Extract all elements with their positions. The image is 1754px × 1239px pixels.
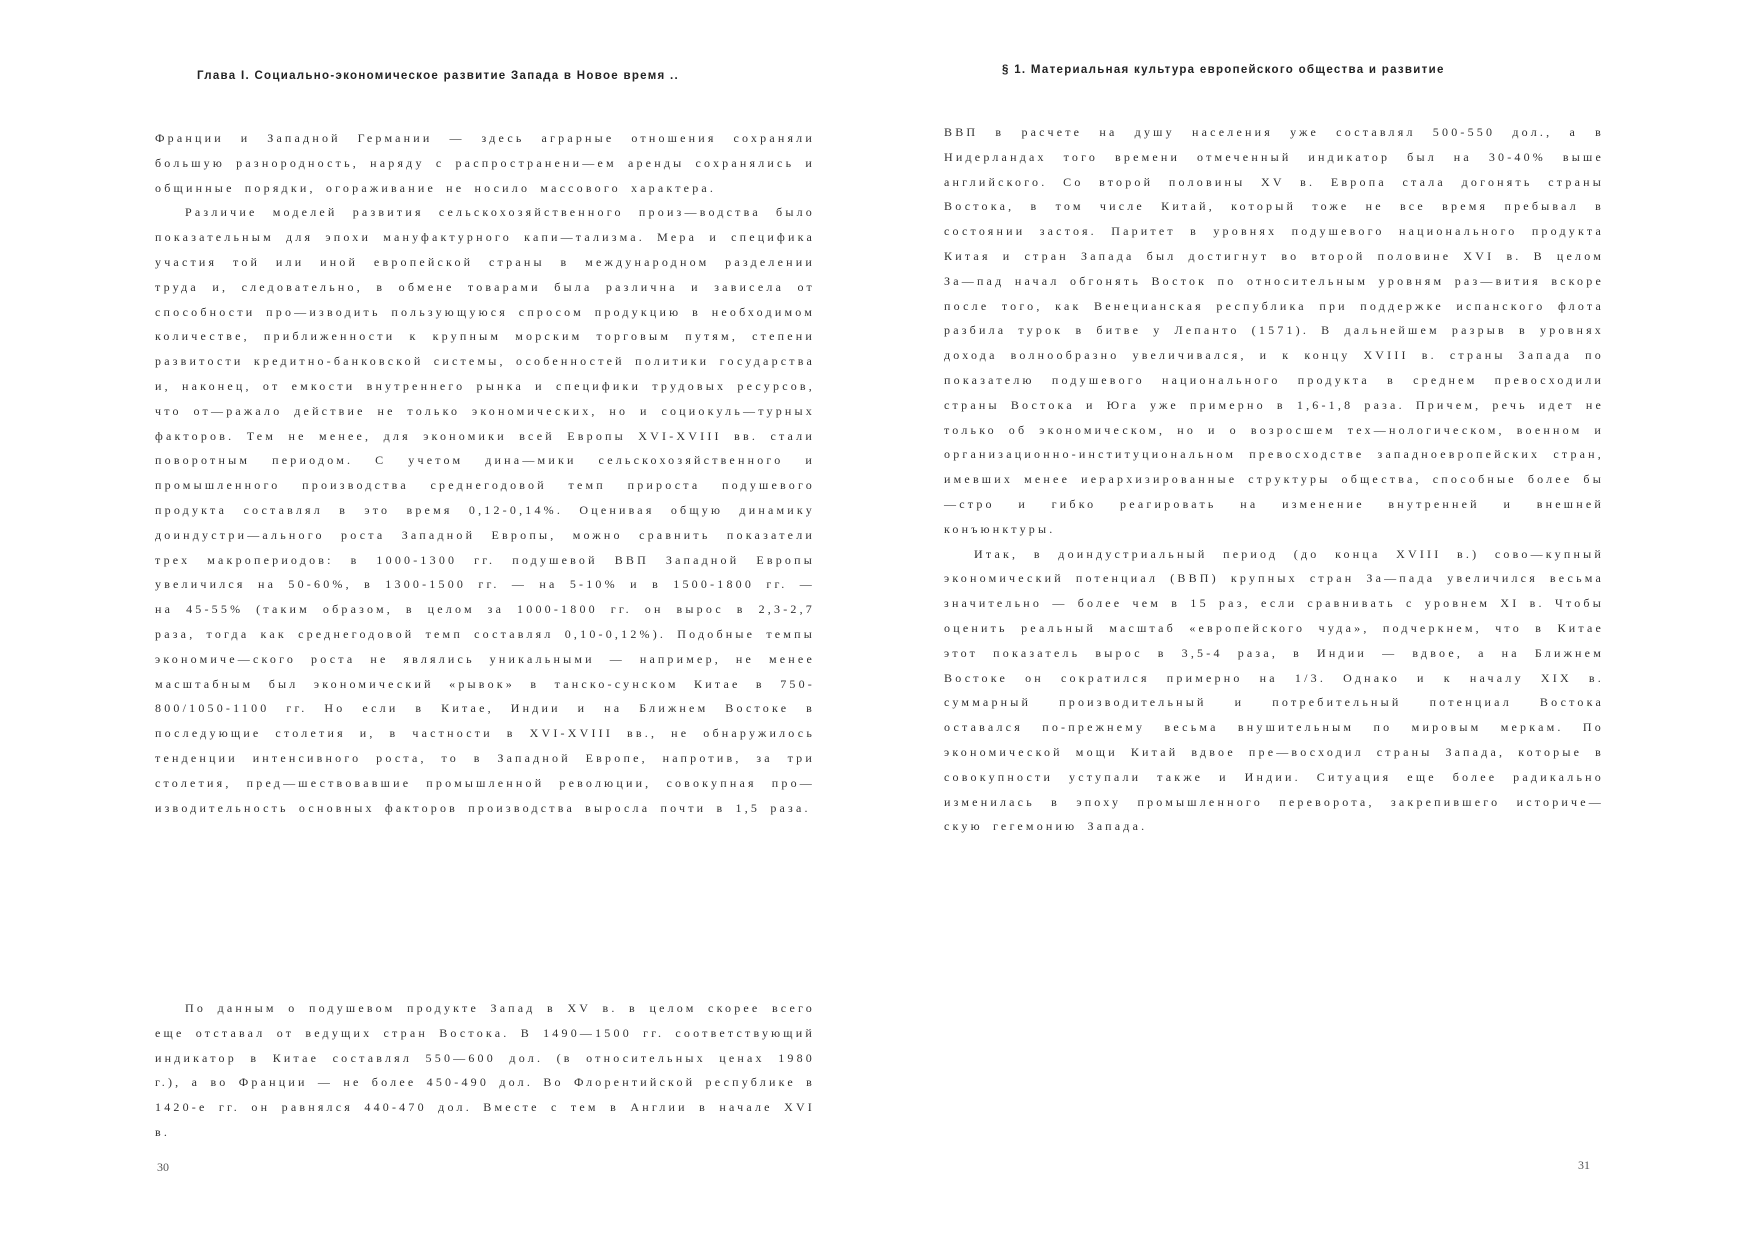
right-page-number: 31: [1578, 1158, 1590, 1172]
left-page: [155, 0, 815, 1239]
right-body-text: [944, 120, 1604, 839]
left-running-head: Глава I. Социально-экономическое развитие Запада в Новое время ..: [197, 70, 680, 82]
right-running-head: § 1. Материальная культура европейского общества и развитие: [1002, 64, 1445, 76]
right-page: [944, 0, 1604, 1239]
right-paragraph-1: ВВП в расчете на душу населения уже составлял 500-550 дол., а в Нидерландах того времени отмеченный индикатор был на 30-40% выше английского. Со второй половины XV в. Европа стала догонять страны Востока, в том числе Китай, который тоже не все время пребывал в состоянии застоя. Паритет в уровнях подушевого национального продукта Китая и стран Запада был достигнут во второй половине XVI в. В целом За—пад начал обгонять Восток по относительным уровням раз—вития вскоре после того, как Венецианская республика при поддержке испанского флота разбила турок в битве у Лепанто (1571). В дальнейшем разрыв в уровнях дохода волнообразно увеличивался, и к концу XVIII в. страны Запада по показателю подушевого национального продукта в среднем превосходили страны Востока и Юга уже примерно в 1,6-1,8 раза. Причем, речь идет не только об экономическом, но и о возросшем тех—нологическом, военном и организационно-институциональном превосходстве западноевропейских стран, имевших менее иерархизированные структуры общества, способные более бы—стро и гибко реагировать на изменение внутренней и внешней конъюнктуры.: [944, 125, 1604, 536]
left-paragraph-3: По данным о подушевом продукте Запад в XV в. в целом скорее всего еще отставал от ведущих стран Востока. В 1490—1500 гг. соответствующий индикатор в Китае составлял 550—600 дол. (в относительных ценах 1980 г.), а во Франции — не более 450-490 дол. Во Флорентийской республике в 1420-е гг. он равнялся 440-470 дол. Вместе с тем в Англии в начале XVI в.: [155, 1001, 815, 1139]
right-paragraph-2: Итак, в доиндустриальный период (до конца XVIII в.) сово—купный экономический потенциал (ВВП) крупных стран За—пада увеличился весьма значительно — более чем в 15 раз, если сравнивать с уровнем XI в. Чтобы оценить реальный масштаб «европейского чуда», подчеркнем, что в Китае этот показатель вырос в 3,5-4 раза, в Индии — вдвое, а на Ближнем Востоке он сократился примерно на 1/3. Однако и к началу XIX в. суммарный производительный и потребительный потенциал Востока оставался по-прежнему весьма внушительным по мировым меркам. По экономической мощи Китай вдвое пре—восходил страны Запада, которые в совокупности уступали также и Индии. Ситуация еще более радикально изменилась в эпоху промышленного переворота, закрепившего историче—скую гегемонию Запада.: [944, 546, 1604, 834]
left-paragraph-2: Различие моделей развития сельскохозяйственного произ—водства было показательным для эпохи мануфактурного капи—тализма. Мера и специфика участия той или иной европейской страны в международном разделении труда и, следовательно, в обмене товарами была различна и зависела от способности про—изводить пользующуюся спросом продукцию в необходимом количестве, приближенности к крупным морским торговым путям, степени развитости кредитно-банковской системы, особенностей политики государства и, наконец, от емкости внутреннего рынка и специфики трудовых ресурсов, что от—ражало действие не только экономических, но и социокуль—турных факторов. Тем не менее, для экономики всей Европы XVI-XVIII вв. стали поворотным периодом. С учетом дина—мики сельскохозяйственного и промышленного производства среднегодовой темп прироста подушевого продукта составлял в это время 0,12-0,14%. Оценивая общую динамику доиндустри—ального роста Западной Европы, можно сравнить показатели трех макропериодов: в 1000-1300 гг. подушевой ВВП Западной Европы увеличился на 50-60%, в 1300-1500 гг. — на 5-10% и в 1500-1800 гг. — на 45-55% (таким образом, в целом за 1000-1800 гг. он вырос в 2,3-2,7 раза, тогда как среднегодовой темп составлял 0,10-0,12%). Подобные темпы экономиче—ского роста не являлись уникальными — например, не менее масштабным был экономический «рывок» в танско-сунском Китае в 750-800/1050-1100 гг. Но если в Китае, Индии и на Ближнем Востоке в последующие столетия и, в частности в XVI-XVIII вв., не обнаружилось тенденции интенсивного роста, то в Западной Европе, напротив, за три столетия, пред—шествовавшие промышленной революции, совокупная про—изводительность основных факторов производства выросла почти в 1,5 раза.: [155, 205, 815, 815]
left-body-text: [155, 126, 815, 820]
left-page-number: 30: [157, 1160, 169, 1174]
left-tail-text: [155, 996, 815, 1145]
left-paragraph-1: Франции и Западной Германии — здесь аграрные отношения сохраняли большую разнородность, наряду с распространени—ем аренды сохранялись и общинные порядки, огораживание не носило массового характера.: [155, 131, 815, 195]
